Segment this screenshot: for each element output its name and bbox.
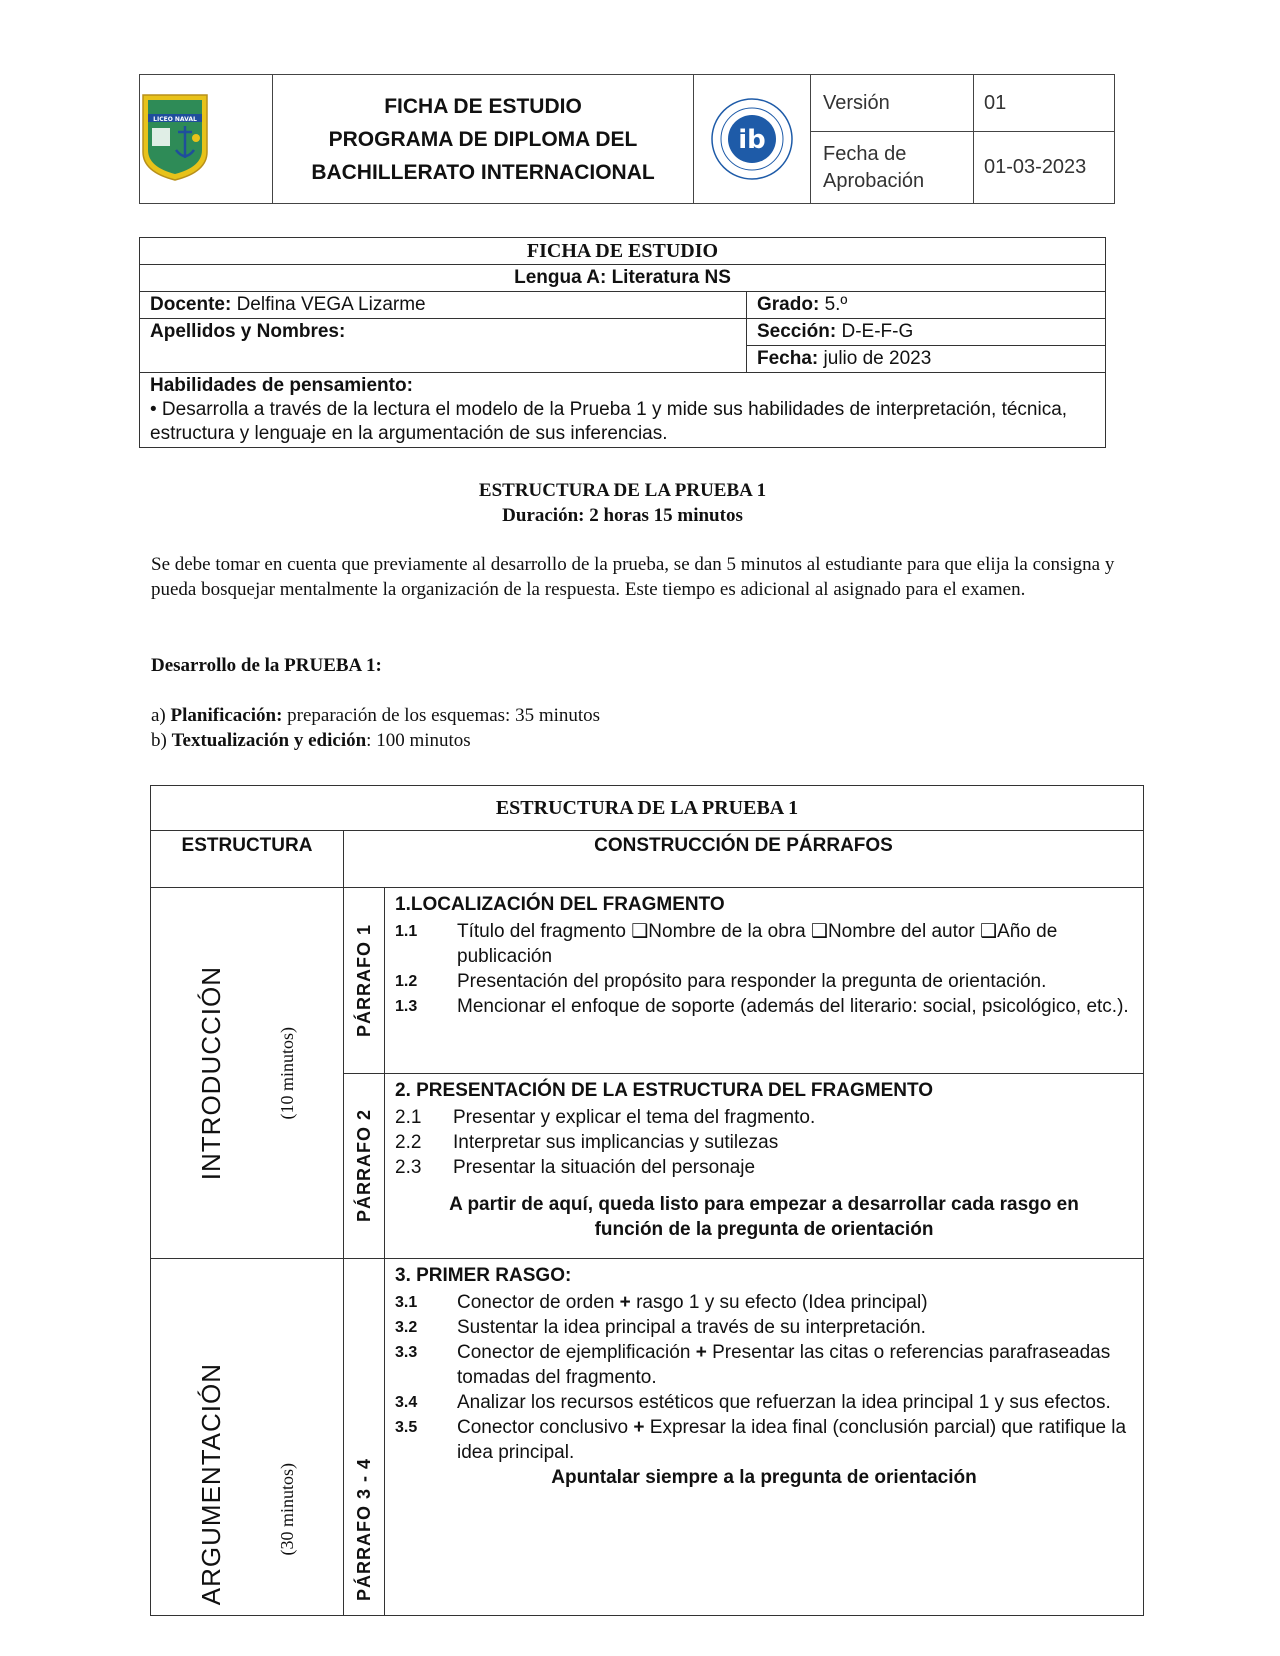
paragraph34-note: Apuntalar siempre a la pregunta de orientación — [551, 1467, 977, 1488]
list-item — [395, 1105, 1133, 1130]
item-text: Mencionar el enfoque de soporte (además del literario: social, psicológico, etc.). — [457, 996, 1129, 1017]
item-number: 2.1 — [395, 1107, 422, 1128]
header-title-line2: PROGRAMA DE DIPLOMA DEL — [328, 127, 638, 151]
paragraph2-title: 2. PRESENTACIÓN DE LA ESTRUCTURA DEL FRAGMENTO — [395, 1080, 934, 1101]
paragraph34-content — [385, 1259, 1144, 1616]
item-number: 1.2 — [395, 973, 418, 990]
crest-cell — [140, 75, 273, 204]
list-item — [395, 994, 1133, 1019]
teacher-label: Docente: — [150, 294, 232, 315]
list-item — [395, 1130, 1133, 1155]
item-number: 2.3 — [395, 1157, 422, 1178]
list-item — [395, 1415, 1133, 1465]
teacher-value: Delfina VEGA Lizarme — [236, 294, 426, 315]
skills-label: Habilidades de pensamiento: — [150, 375, 413, 396]
item-a-bold: Planificación: — [170, 705, 283, 726]
plus-sign: + — [695, 1342, 707, 1363]
grade-label: Grado: — [757, 294, 820, 315]
structure-table — [150, 785, 1144, 1616]
item-number: 3.1 — [395, 1294, 418, 1311]
svg-text:LICEO NAVAL: LICEO NAVAL — [153, 115, 197, 123]
paragraph34-label-cell — [344, 1259, 385, 1616]
argumentacion-label: ARGUMENTACIÓN — [196, 1362, 227, 1605]
info-title: FICHA DE ESTUDIO — [140, 238, 1106, 265]
header-title-cell — [273, 75, 694, 204]
item-number: 1.1 — [395, 923, 418, 940]
item-text — [457, 1290, 1133, 1315]
item-text-post: Presentar las citas o referencias parafraseadas tomadas del fragmento. — [457, 1342, 1111, 1388]
exam-duration: Duración: 2 horas 15 minutos — [502, 505, 743, 526]
list-item — [395, 919, 1133, 969]
version-value-cell — [974, 75, 1115, 132]
item-text-post: rasgo 1 y su efecto (Idea principal) — [636, 1292, 928, 1313]
date-cell — [747, 346, 1106, 373]
list-item — [395, 1390, 1133, 1415]
item-text-pre: Conector de orden — [457, 1292, 615, 1313]
col-header-structure: ESTRUCTURA — [151, 831, 344, 888]
document-header — [139, 74, 1115, 204]
argumentacion-time: (30 minutos) — [276, 1462, 297, 1555]
item-text: Presentación del propósito para responder la pregunta de orientación. — [457, 971, 1047, 992]
item-b-prefix: b) — [151, 730, 167, 751]
list-item — [395, 1340, 1133, 1390]
ib-logo-icon — [709, 96, 795, 182]
introduccion-time: (10 minutos) — [276, 1026, 297, 1120]
list-item — [395, 969, 1133, 994]
grade-value: 5.º — [824, 294, 848, 315]
item-text: Interpretar sus implicancias y sutilezas — [453, 1132, 779, 1153]
list-item — [395, 1155, 1133, 1180]
paragraph2-note: A partir de aquí, queda listo para empezar a desarrollar cada rasgo en función de la pregunta de orientación — [449, 1194, 1079, 1240]
paragraph1-content — [385, 888, 1144, 1074]
approval-label: Fecha de Aprobación — [823, 142, 925, 192]
paragraph1-label: PÁRRAFO 1 — [353, 923, 374, 1037]
date-label: Fecha: — [757, 348, 819, 369]
list-item — [395, 1315, 1133, 1340]
liceo-naval-crest-icon — [140, 92, 210, 182]
introduccion-label: INTRODUCCIÓN — [196, 965, 227, 1181]
info-subject: Lengua A: Literatura NS — [140, 265, 1106, 292]
version-label: Versión — [823, 91, 890, 114]
paragraph2-content — [385, 1074, 1144, 1259]
exam-structure-heading — [139, 478, 1106, 528]
header-title-line1: FICHA DE ESTUDIO — [384, 94, 582, 118]
item-text — [457, 1340, 1133, 1390]
grade-cell — [747, 292, 1106, 319]
item-text-pre: Conector conclusivo — [457, 1417, 629, 1438]
student-name-cell — [140, 319, 747, 373]
introduccion-section-cell — [151, 888, 344, 1259]
teacher-cell — [140, 292, 747, 319]
skills-cell — [140, 373, 1106, 448]
paragraph1-label-cell — [344, 888, 385, 1074]
item-number: 2.2 — [395, 1132, 422, 1153]
plus-sign: + — [619, 1292, 631, 1313]
item-text: Analizar los recursos estéticos que refuerzan la idea principal 1 y sus efectos. — [457, 1392, 1111, 1413]
development-item-a — [151, 703, 600, 728]
item-text: Título del fragmento ❑Nombre de la obra ❑Nombre del autor ❑Año de publicación — [457, 921, 1058, 967]
paragraph1-title: 1.LOCALIZACIÓN DEL FRAGMENTO — [395, 894, 725, 915]
paragraph34-label: PÁRRAFO 3 - 4 — [353, 1457, 374, 1601]
version-label-cell — [811, 75, 974, 132]
header-title-line3: BACHILLERATO INTERNACIONAL — [311, 160, 655, 184]
item-number: 3.4 — [395, 1394, 418, 1411]
version-value: 01 — [984, 91, 1007, 114]
ib-logo-cell — [694, 75, 811, 204]
approval-value: 01-03-2023 — [984, 156, 1087, 179]
paragraph34-title: 3. PRIMER RASGO: — [395, 1265, 572, 1286]
info-table — [139, 237, 1106, 448]
item-a-text: preparación de los esquemas: 35 minutos — [287, 705, 601, 726]
plus-sign: + — [633, 1417, 645, 1438]
item-number: 3.5 — [395, 1419, 418, 1436]
structure-table-title: ESTRUCTURA DE LA PRUEBA 1 — [151, 786, 1144, 831]
development-item-b — [151, 728, 471, 753]
item-text-post: Expresar la idea final (conclusión parcial) que ratifique la idea principal. — [457, 1417, 1127, 1463]
section-value: D-E-F-G — [841, 321, 914, 342]
paragraph2-label: PÁRRAFO 2 — [353, 1109, 374, 1223]
item-a-prefix: a) — [151, 705, 166, 726]
exam-heading: ESTRUCTURA DE LA PRUEBA 1 — [478, 480, 767, 501]
argumentacion-section-cell — [151, 1259, 344, 1616]
paragraph2-label-cell — [344, 1074, 385, 1259]
item-text: Sustentar la idea principal a través de su interpretación. — [457, 1317, 926, 1338]
item-number: 3.2 — [395, 1319, 418, 1336]
item-text: Presentar y explicar el tema del fragmento. — [453, 1107, 816, 1128]
item-text-pre: Conector de ejemplificación — [457, 1342, 691, 1363]
item-b-bold: Textualización y edición — [171, 730, 367, 751]
section-cell — [747, 319, 1106, 346]
item-number: 1.3 — [395, 998, 418, 1015]
item-b-text: : 100 minutos — [366, 730, 471, 751]
approval-label-cell — [811, 132, 974, 204]
col-header-construction: CONSTRUCCIÓN DE PÁRRAFOS — [344, 831, 1144, 888]
section-label: Sección: — [757, 321, 837, 342]
item-text — [457, 1415, 1133, 1465]
student-label: Apellidos y Nombres: — [150, 321, 346, 342]
skills-text: • Desarrolla a través de la lectura el modelo de la Prueba 1 y mide sus habilidades de interpretación, técnica, estructura y lenguaje en la argumentación de sus inferencias. — [150, 399, 1068, 444]
development-heading: Desarrollo de la PRUEBA 1: — [151, 655, 382, 676]
date-value: julio de 2023 — [823, 348, 932, 369]
intro-paragraph: Se debe tomar en cuenta que previamente al desarrollo de la prueba, se dan 5 minutos al estudiante para que elija la consigna y pueda bosquejar mentalmente la organización de la respuesta. Este tiempo es adicional al asignado para el examen. — [151, 554, 1115, 600]
item-number: 3.3 — [395, 1344, 418, 1361]
item-text: Presentar la situación del personaje — [453, 1157, 756, 1178]
svg-text:ib: ib — [738, 125, 766, 155]
list-item — [395, 1290, 1133, 1315]
approval-value-cell — [974, 132, 1115, 204]
